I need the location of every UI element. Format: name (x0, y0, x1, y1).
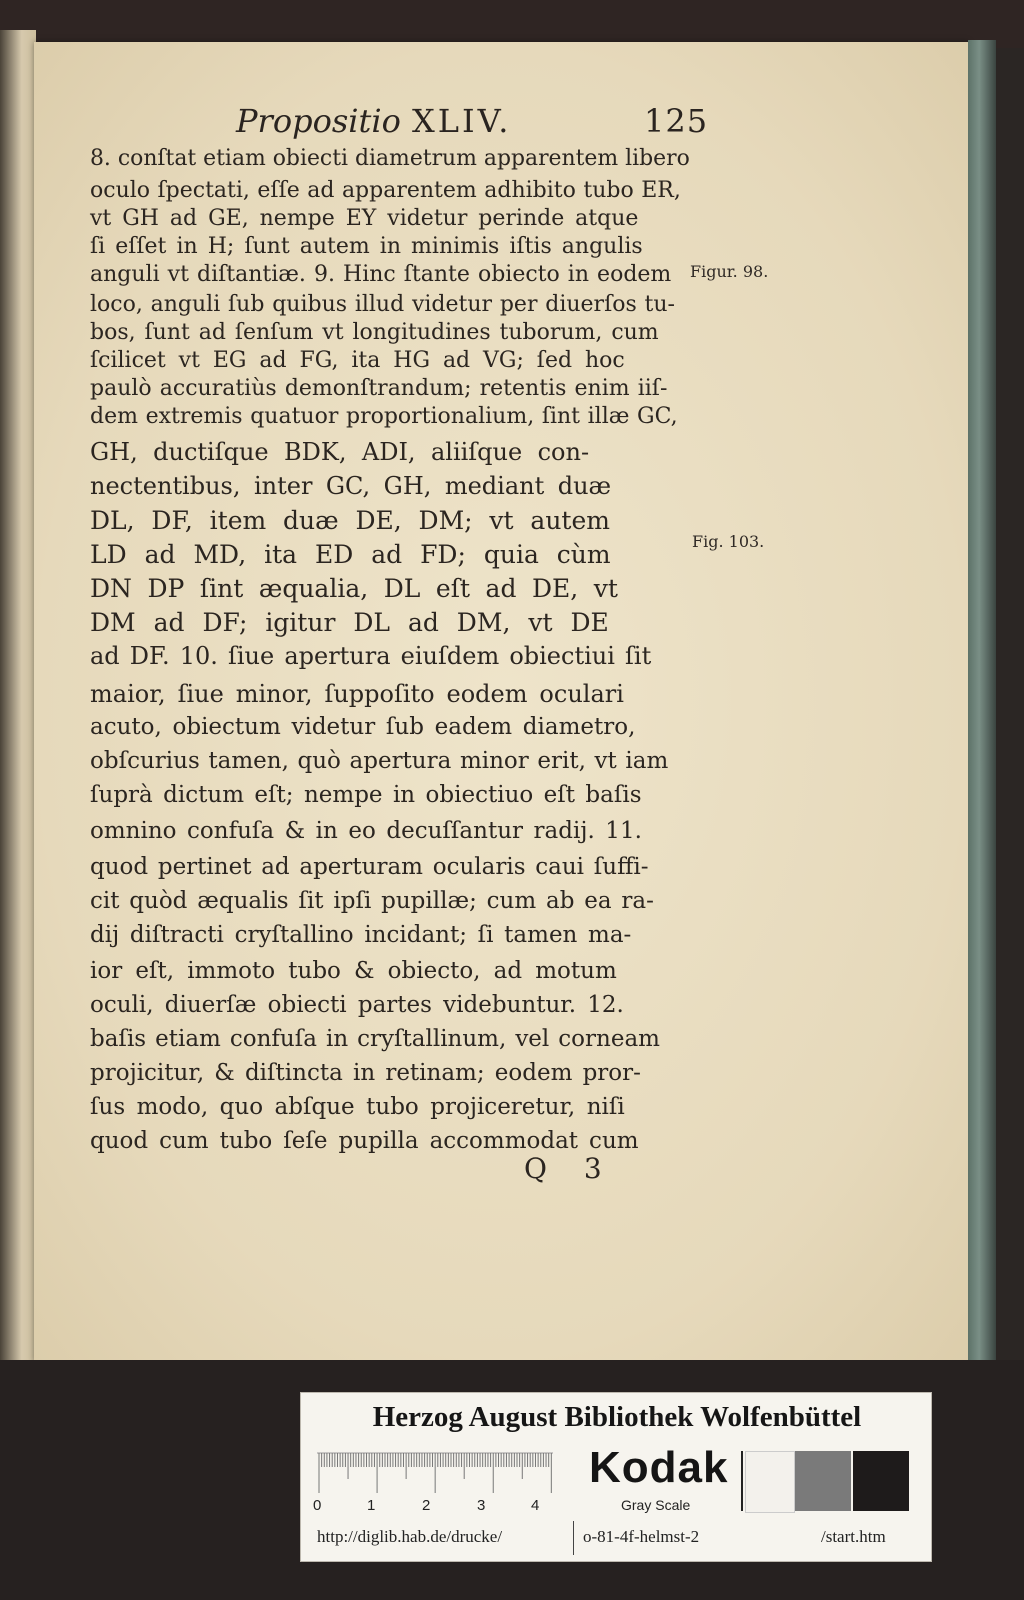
text-line: DL, DF, item duæ DE, DM; vt autem (90, 506, 610, 535)
url-separator (573, 1521, 574, 1555)
text-line: nectentibus, inter GC, GH, mediant duæ (90, 472, 612, 500)
ruler-label-3: 3 (477, 1497, 486, 1514)
text-line: loco, anguli ſub quibus illud videtur per diuerſos tu- (90, 292, 675, 317)
text-line: bos, ſunt ad ſenſum vt longitudines tuborum, cum (90, 320, 659, 345)
text-line: DN DP ſint æqualia, DL eſt ad DE, vt (90, 574, 618, 603)
margin-note-figur: Figur. 98. (690, 262, 769, 281)
text-line: ior eſt, immoto tubo & obiecto, ad motum (90, 958, 617, 984)
text-line: acuto, obiectum videtur ſub eadem diametro, (90, 714, 636, 740)
text-line: ſi eſſet in H; ſunt autem in minimis iſtis angulis (90, 234, 643, 259)
text-line: cit quòd æqualis ſit ipſi pupillæ; cum ab ea ra- (90, 888, 654, 914)
text-line: ſus modo, quo abſque tubo projiceretur, niſi (90, 1094, 625, 1120)
text-line: omnino confuſa & in eo decuſſantur radij. 11. (90, 818, 642, 844)
text-line: ad DF. 10. ſiue apertura eiuſdem obiectiui ſit (90, 642, 652, 670)
card-url-left: http://diglib.hab.de/drucke/ (317, 1527, 503, 1546)
text-line: 8. conſtat etiam obiecti diametrum apparentem libero (90, 146, 690, 171)
text-line: LD ad MD, ita ED ad FD; quia cùm (90, 540, 611, 569)
text-line: ſuprà dictum eſt; nempe in obiectiuo eſt baſis (90, 782, 642, 808)
left-page-edge (0, 30, 36, 1370)
card-url-mid: o-81-4f-helmst-2 (583, 1527, 700, 1546)
gray-scale-label: Gray Scale (621, 1497, 691, 1513)
running-head-title: Propositio (236, 102, 401, 140)
text-line: obſcurius tamen, quò apertura minor erit, vt iam (90, 748, 669, 774)
text-line: oculo ſpectati, eſſe ad apparentem adhibito tubo ER, (90, 178, 681, 203)
text-line: quod cum tubo ſeſe pupilla accommodat cum (90, 1128, 639, 1154)
gray-patch-mid (795, 1451, 851, 1511)
ruler-label-2: 2 (422, 1497, 431, 1514)
running-head (236, 102, 709, 146)
page-number: 125 (644, 102, 709, 140)
gray-divider (741, 1451, 743, 1511)
text-line: quod pertinet ad aperturam ocularis caui ſuffi- (90, 854, 649, 880)
scan-top-band (0, 0, 1024, 48)
running-head-number: XLIV. (412, 102, 512, 140)
gray-patch-black (853, 1451, 909, 1511)
book-cover-edge (968, 40, 996, 1364)
calibration-card (300, 1392, 932, 1562)
text-line: paulò accuratiùs demonſtrandum; retentis enim iiſ- (90, 376, 668, 401)
text-line: anguli vt diſtantiæ. 9. Hinc ſtante obiecto in eodem (90, 262, 672, 287)
scale-ruler (317, 1449, 553, 1501)
card-url-right: /start.htm (821, 1527, 886, 1546)
text-line: oculi, diuerſæ obiecti partes videbuntur. 12. (90, 992, 624, 1018)
ruler-label-1: 1 (367, 1497, 376, 1514)
ruler-label-0: 0 (313, 1497, 322, 1514)
signature-mark: Q 3 (524, 1152, 616, 1185)
text-line: DM ad DF; igitur DL ad DM, vt DE (90, 608, 609, 637)
text-line: baſis etiam confuſa in cryſtallinum, vel corneam (90, 1026, 660, 1052)
ruler-label-4: 4 (531, 1497, 540, 1514)
text-line: dem extremis quatuor proportionalium, ſint illæ GC, (90, 404, 678, 429)
kodak-logo: Kodak (589, 1443, 729, 1492)
text-line: GH, ductiſque BDK, ADI, aliiſque con- (90, 438, 590, 466)
margin-note-fig: Fig. 103. (692, 532, 765, 551)
gray-patch-white (745, 1451, 795, 1513)
text-line: ſcilicet vt EG ad FG, ita HG ad VG; ſed hoc (90, 348, 625, 373)
text-line: dij diſtracti cryſtallino incidant; ſi tamen ma- (90, 922, 632, 948)
text-line: vt GH ad GE, nempe EY videtur perinde atque (90, 206, 639, 231)
text-line: projicitur, & diſtincta in retinam; eodem pror- (90, 1060, 641, 1086)
library-title: Herzog August Bibliothek Wolfenbüttel (372, 1401, 862, 1433)
text-line: maior, ſiue minor, ſuppoſito eodem oculari (90, 680, 624, 708)
